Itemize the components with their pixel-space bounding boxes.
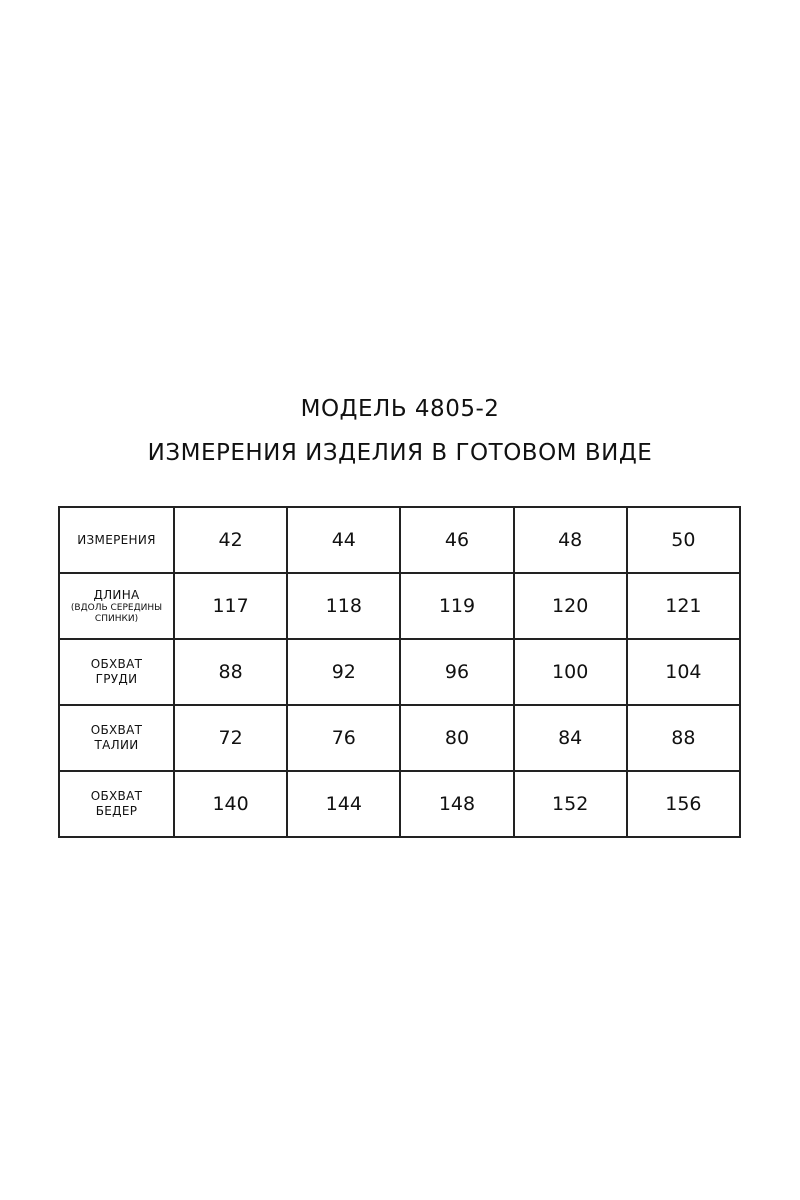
table-cell: 117 [174, 573, 287, 639]
size-header-cell: 46 [400, 507, 513, 573]
table-cell: 121 [627, 573, 740, 639]
row-label: ДЛИНА [93, 587, 140, 602]
table-cell: 148 [400, 771, 513, 837]
table-cell: 156 [627, 771, 740, 837]
table-cell: 119 [400, 573, 513, 639]
header-label: ИЗМЕРЕНИЯ [77, 532, 156, 547]
table-cell: 140 [174, 771, 287, 837]
size-table [58, 506, 741, 838]
row-label: ОБХВАТ [90, 789, 143, 803]
row-label: БЕДЕР [95, 804, 138, 818]
table-cell: 72 [174, 705, 287, 771]
table-cell: 118 [287, 573, 400, 639]
table-cell: 96 [400, 639, 513, 705]
table-cell: 120 [514, 573, 627, 639]
row-label-cell [59, 705, 174, 771]
page-subtitle: ИЗМЕРЕНИЯ ИЗДЕЛИЯ В ГОТОВОМ ВИДЕ [147, 440, 653, 466]
row-label-note: (ВДОЛЬ СЕРЕДИНЫ СПИНКИ) [70, 602, 163, 624]
size-header-cell: 42 [174, 507, 287, 573]
table-row [59, 639, 740, 705]
table-cell: 80 [400, 705, 513, 771]
row-label: ТАЛИИ [94, 738, 139, 752]
row-label-cell [59, 771, 174, 837]
table-cell: 84 [514, 705, 627, 771]
row-label: ГРУДИ [95, 672, 138, 686]
header-label-cell [59, 507, 174, 573]
model-title: МОДЕЛЬ 4805-2 [300, 396, 500, 422]
row-label: ОБХВАТ [90, 723, 143, 737]
row-label-cell [59, 639, 174, 705]
table-cell: 76 [287, 705, 400, 771]
table-cell: 88 [627, 705, 740, 771]
table-row [59, 705, 740, 771]
size-header-cell: 50 [627, 507, 740, 573]
table-cell: 152 [514, 771, 627, 837]
row-label: ОБХВАТ [90, 657, 143, 671]
table-cell: 88 [174, 639, 287, 705]
size-header-cell: 44 [287, 507, 400, 573]
table-cell: 100 [514, 639, 627, 705]
table-row [59, 771, 740, 837]
table-row [59, 573, 740, 639]
table-cell: 144 [287, 771, 400, 837]
row-label-cell [59, 573, 174, 639]
table-header-row [59, 507, 740, 573]
size-header-cell: 48 [514, 507, 627, 573]
table-cell: 92 [287, 639, 400, 705]
table-cell: 104 [627, 639, 740, 705]
